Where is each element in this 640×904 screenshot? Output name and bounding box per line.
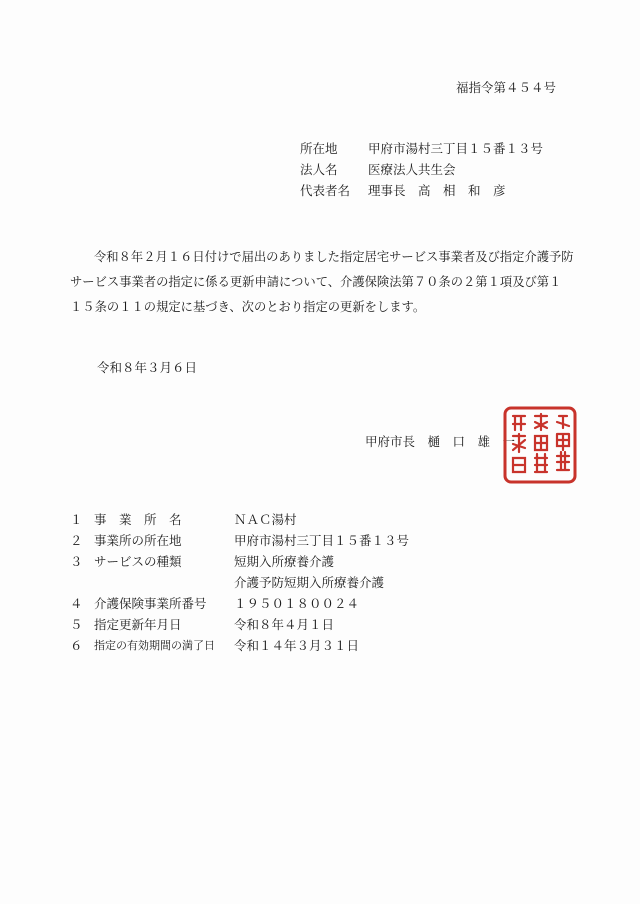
document-number: 福指令第４５４号 (456, 80, 557, 95)
detail-row-renewal-date (70, 613, 409, 634)
detail-row-provider-number (70, 592, 409, 613)
detail-value: 令和１４年３月３１日 (234, 637, 360, 653)
detail-label: 指定更新年月日 (94, 616, 182, 632)
detail-row-expiry-date (70, 634, 409, 655)
detail-row-service-type-continued (70, 571, 409, 592)
addressee-row-address (300, 137, 543, 158)
addressee-row-representative (300, 179, 543, 200)
detail-number: ４ (70, 595, 83, 611)
addressee-value: 理事長 高 相 和 彦 (368, 182, 506, 198)
detail-value: 短期入所療養介護 (234, 553, 335, 569)
notice-line: 令和８年２月１６日付けで届出のありました指定居宅サービス事業者及び指定介護予防 (94, 250, 574, 264)
designation-details (70, 508, 409, 655)
notice-body (70, 245, 574, 320)
official-seal-icon (501, 404, 579, 486)
detail-number: ５ (70, 616, 83, 632)
addressee-value: 医療法人共生会 (368, 161, 456, 177)
detail-row-service-type (70, 550, 409, 571)
detail-number: ２ (70, 532, 83, 548)
detail-label: サービスの種類 (94, 553, 182, 569)
addressee-row-corporation (300, 158, 543, 179)
addressee-value: 甲府市湯村三丁目１５番１３号 (368, 140, 544, 156)
detail-value: 介護予防短期入所療養介護 (234, 574, 385, 590)
detail-value: ＮＡＣ湯村 (234, 511, 297, 527)
addressee-label: 法人名 (300, 161, 338, 177)
detail-number: ６ (70, 637, 83, 653)
detail-label: 事 業 所 名 (94, 511, 182, 527)
detail-label: 介護保険事業所番号 (94, 595, 207, 611)
detail-row-facility-address (70, 529, 409, 550)
issuer-name: 甲府市長 樋 口 雄 一 (365, 434, 516, 449)
detail-number: ３ (70, 553, 83, 569)
notice-line: １５条の１１の規定に基づき、次のとおり指定の更新をします。 (70, 300, 426, 314)
addressee-label: 所在地 (300, 140, 338, 156)
addressee-block (300, 137, 543, 200)
detail-number: １ (70, 511, 83, 527)
detail-row-facility-name (70, 508, 409, 529)
detail-value: １９５０１８００２４ (234, 595, 360, 611)
detail-value: 甲府市湯村三丁目１５番１３号 (234, 532, 410, 548)
detail-label: 指定の有効期間の満了日 (94, 638, 215, 652)
notice-line: サービス事業者の指定に係る更新申請について、介護保険法第７０条の２第１項及び第１ (70, 275, 562, 289)
detail-value: 令和８年４月１日 (234, 616, 335, 632)
addressee-label: 代表者名 (300, 182, 351, 198)
detail-label: 事業所の所在地 (94, 532, 182, 548)
issue-date: 令和８年３月６日 (97, 360, 198, 375)
